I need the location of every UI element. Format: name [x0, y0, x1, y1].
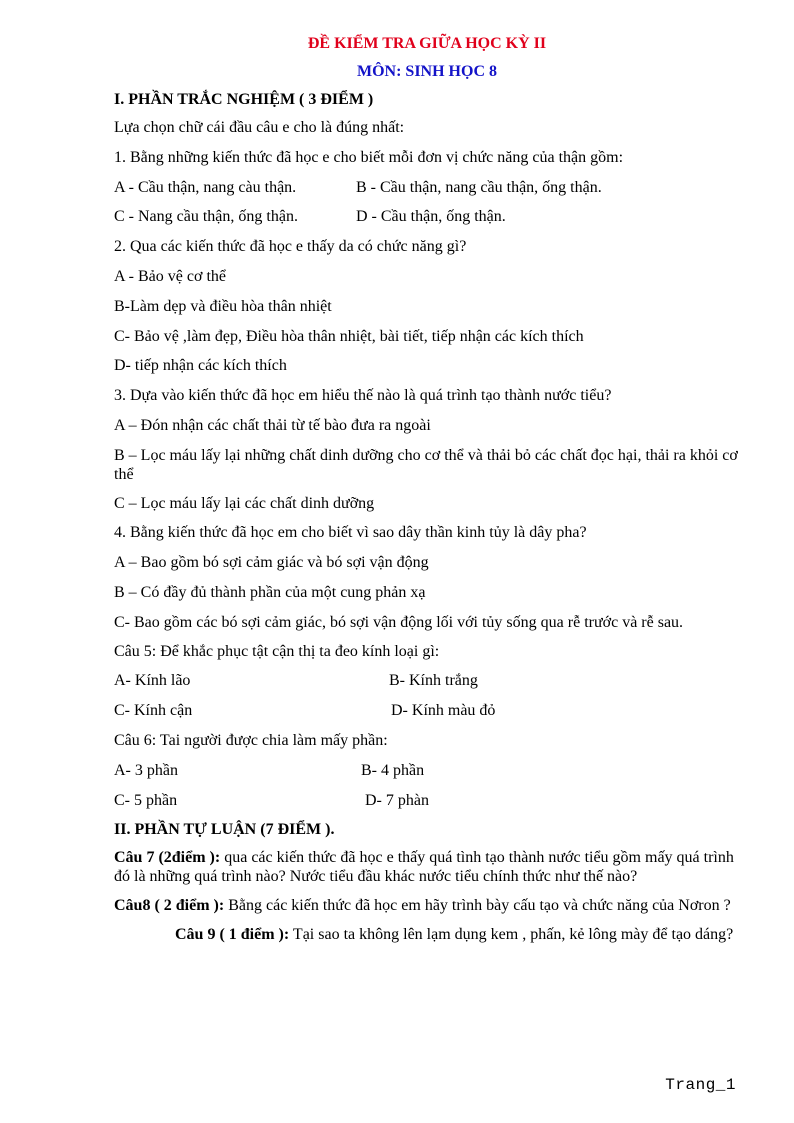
q2-option-b: B-Làm dẹp và điều hòa thân nhiệt — [114, 297, 332, 315]
q1-option-d: D - Cầu thận, ống thận. — [356, 208, 506, 226]
q1-option-a: A - Cầu thận, nang càu thận. — [114, 178, 297, 196]
q6-options-row2 — [114, 791, 740, 811]
q5-option-c: C- Kính cận — [114, 702, 193, 720]
exam-subject: MÔN: SINH HỌC 8 — [357, 63, 497, 80]
section1-heading: I. PHẦN TRẮC NGHIỆM ( 3 ĐIỂM ) — [114, 91, 374, 108]
page-number: Trang_1 — [665, 1076, 736, 1094]
q9-text: Tại sao ta không lên lạm dụng kem , phấn, kẻ lông mày để tạo dáng? — [289, 925, 734, 943]
q5-option-b: B- Kính trắng — [389, 672, 478, 690]
q3-text: 3. Dựa vào kiến thức đã học em hiểu thế nào là quá trình tạo thành nước tiểu? — [114, 387, 612, 405]
q5-options-row2 — [114, 701, 740, 721]
q3-option-c: C – Lọc máu lấy lại các chất dinh dưỡng — [114, 494, 375, 512]
q1-option-c: C - Nang cầu thận, ống thận. — [114, 208, 298, 226]
q2-option-a: A - Bảo vệ cơ thể — [114, 267, 226, 285]
q8-text: Bằng các kiến thức đã học em hãy trình bày cấu tạo và chức năng của Nơron ? — [224, 897, 731, 915]
q2-option-c: C- Bảo vệ ,làm đẹp, Điều hòa thân nhiệt, bài tiết, tiếp nhận các kích thích — [114, 327, 584, 345]
q4-option-b: B – Có đầy đủ thành phần của một cung phản xạ — [114, 583, 426, 601]
q7-text: qua các kiến thức đã học e thấy quá tình tạo thành nước tiểu gồm mấy quá trình đó là những quá trình nào? Nước tiểu đầu khác nước tiểu chính thức như thế nào? — [114, 849, 734, 886]
q2-text: 2. Qua các kiến thức đã học e thấy da có chức năng gì? — [114, 238, 467, 256]
q8 — [114, 896, 740, 915]
q1-options-row2 — [114, 207, 740, 227]
q4-option-a: A – Bao gồm bó sợi cảm giác và bó sợi vận động — [114, 554, 429, 572]
q5-option-a: A- Kính lão — [114, 672, 191, 690]
q6-option-b: B- 4 phần — [361, 761, 425, 779]
q8-label: Câu8 ( 2 điểm ): — [114, 897, 225, 915]
q5-options-row1 — [114, 671, 740, 691]
q7 — [114, 848, 740, 886]
instruction: Lựa chọn chữ cái đầu câu e cho là đúng nhất: — [114, 119, 405, 136]
section2-heading: II. PHẦN TỰ LUẬN (7 ĐIỂM ). — [114, 821, 335, 839]
q3-option-b: B – Lọc máu lấy lại những chất dinh dưỡng cho cơ thể và thải bỏ các chất đọc hại, thải ra khỏi cơ thể — [114, 446, 738, 483]
q1-options-row1 — [114, 178, 740, 198]
q3-option-a: A – Đón nhận các chất thải từ tế bào đưa ra ngoài — [114, 416, 431, 434]
q7-label: Câu 7 (2điểm ): — [114, 849, 221, 867]
q6-options-row1 — [114, 761, 740, 781]
q6-text: Câu 6: Tai người được chia làm mấy phần: — [114, 731, 388, 749]
q4-option-c: C- Bao gồm các bó sợi cảm giác, bó sợi vận động lối với tủy sống qua rễ trước và rễ sau. — [114, 613, 684, 631]
q5-option-d: D- Kính màu đỏ — [391, 702, 496, 720]
q6-option-a: A- 3 phần — [114, 761, 178, 779]
q5-text: Câu 5: Để khắc phục tật cận thị ta đeo kính loại gì: — [114, 642, 440, 660]
q2-option-d: D- tiếp nhận các kích thích — [114, 357, 287, 375]
q1-option-b: B - Cầu thận, nang cầu thận, ống thận. — [356, 178, 602, 196]
q9-label: Câu 9 ( 1 điểm ): — [175, 925, 290, 943]
q1-text: 1. Bằng những kiến thức đã học e cho biết mỗi đơn vị chức năng của thận gồm: — [114, 148, 624, 166]
q6-option-d: D- 7 phàn — [365, 791, 429, 809]
exam-title: ĐỀ KIỂM TRA GIỮA HỌC KỲ II — [307, 35, 547, 52]
exam-page — [114, 34, 740, 954]
q4-text: 4. Bằng kiến thức đã học em cho biết vì sao dây thần kinh tủy là dây pha? — [114, 524, 587, 542]
q6-option-c: C- 5 phần — [114, 791, 178, 809]
q9 — [114, 925, 740, 944]
